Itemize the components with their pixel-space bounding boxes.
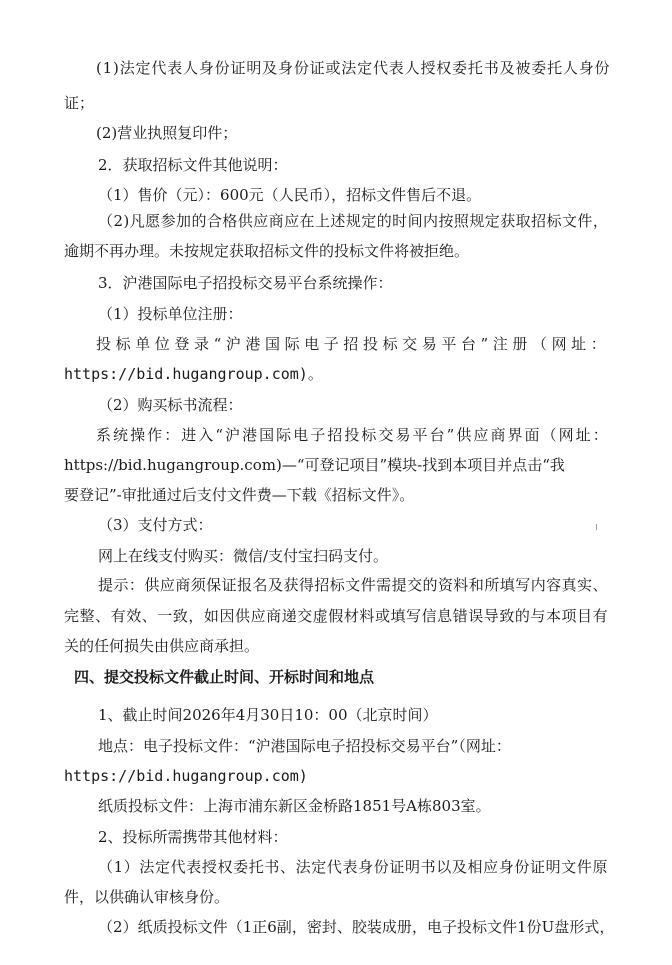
section-heading <box>0 662 672 692</box>
text-line <box>0 480 672 510</box>
text-line <box>0 912 672 942</box>
text-line <box>0 450 672 480</box>
text-line-content: 证； <box>64 94 95 112</box>
text-line-content: （ 2 ） 纸 质 投 标 文 件 （ 1 正 6 副 ， 密 封 、 胶 装 成 册 ， 电 子 投 标 文 件 1 份 U 盘 形 式 ， <box>98 918 615 936</box>
text-line-content: 逾期不再办理。未按规定获取招标文件的投标文件将被拒绝。 <box>64 242 470 260</box>
text-line-content: 系 统 操 作 ： 进 入 “ 沪 港 国 际 电 子 招 投 标 交 易 平 台 ” 供 应 商 界 面 （ 网 址 ： <box>96 426 608 444</box>
text-line <box>0 761 672 791</box>
text-line <box>0 510 672 540</box>
text-line-content: 1、截止时间2026年4月30日10：00（北京时间） <box>98 706 438 724</box>
text-line <box>0 359 672 389</box>
text-line <box>0 390 672 420</box>
text-line <box>0 822 672 852</box>
section-heading-text: 四、提交投标文件截止时间、开标时间和地点 <box>74 668 375 686</box>
text-line-content: 件，以供确认审核身份。 <box>64 888 230 906</box>
text-line-content: 地点：电子投标文件：“沪港国际电子招投标交易平台”（网址： <box>98 737 511 755</box>
text-line <box>0 150 672 180</box>
text-line-content: （3）支付方式： <box>98 516 213 534</box>
text-line <box>0 268 672 298</box>
text-line <box>0 88 672 118</box>
text-line-content: 3．沪港国际电子招投标交易平台系统操作： <box>98 274 393 292</box>
text-line <box>0 53 672 83</box>
text-line-content: 2、投标所需携带其他材料： <box>98 828 288 846</box>
text-line <box>0 420 672 450</box>
text-line <box>0 601 672 631</box>
text-line-content: 完 整 、 有 效 、 一 致 ， 如 因 供 应 商 递 交 虚 假 材 料 或 填 写 信 息 错 误 导 致 的 与 本 项 目 有 <box>64 607 608 625</box>
text-line <box>0 329 672 359</box>
text-line <box>0 236 672 266</box>
text-line-content: 2．获取招标文件其他说明： <box>98 156 288 174</box>
scan-artifact <box>596 524 597 530</box>
text-line <box>0 541 672 571</box>
text-line-content: （ 1 ） 法 定 代 表 授 权 委 托 书 、 法 定 代 表 身 份 证 明 书 以 及 相 应 身 份 证 明 文 件 原 <box>98 858 608 876</box>
text-line-content: 网上在线支付购买：微信/支付宝扫码支付。 <box>98 547 389 565</box>
text-line-content: （1）售价（元）：600元（人民币），招标文件售后不退。 <box>98 186 482 204</box>
url-text: https://bid.hugangroup.com)。 <box>64 365 323 383</box>
url-text: https://bid.hugangroup.com) <box>64 767 308 785</box>
text-line-content: （2）购买标书流程： <box>98 396 243 414</box>
text-line <box>0 852 672 882</box>
text-line-content: 关的任何损失由供应商承担。 <box>64 637 260 655</box>
text-line <box>0 700 672 730</box>
text-line <box>0 206 672 236</box>
text-line-content: ( 1 ) 法 定 代 表 人 身 份 证 明 及 身 份 证 或 法 定 代 表 人 授 权 委 托 书 及 被 委 托 人 身 份 <box>96 59 610 77</box>
text-line <box>0 299 672 329</box>
text-line-content: 投 标 单 位 登 录 “ 沪 港 国 际 电 子 招 投 标 交 易 平 台 ” 注 册 （ 网 址 ： <box>96 335 606 353</box>
text-line-content: https://bid.hugangroup.com)—“可登记项目”模块-找到本项目并点击“我 <box>64 456 565 474</box>
text-line <box>0 631 672 661</box>
text-line-content: 纸质投标文件：上海市浦东新区金桥路1851号A栋803室。 <box>98 797 491 815</box>
text-line-content: (2)营业执照复印件； <box>96 124 238 142</box>
text-line-content: （ 2 ) 凡 愿 参 加 的 合 格 供 应 商 应 在 上 述 规 定 的 时 间 内 按 照 规 定 获 取 招 标 文 件 ， <box>98 212 608 230</box>
text-line-content: 提 示 ： 供 应 商 须 保 证 报 名 及 获 得 招 标 文 件 需 提 交 的 资 料 和 所 填 写 内 容 真 实 、 <box>98 576 608 594</box>
text-line <box>0 570 672 600</box>
text-line-content: 要登记”-审批通过后支付文件费—下载《招标文件》。 <box>64 486 415 504</box>
text-line-content: （1）投标单位注册： <box>98 305 243 323</box>
text-line <box>0 791 672 821</box>
text-line <box>0 118 672 148</box>
text-line <box>0 882 672 912</box>
text-line <box>0 731 672 761</box>
